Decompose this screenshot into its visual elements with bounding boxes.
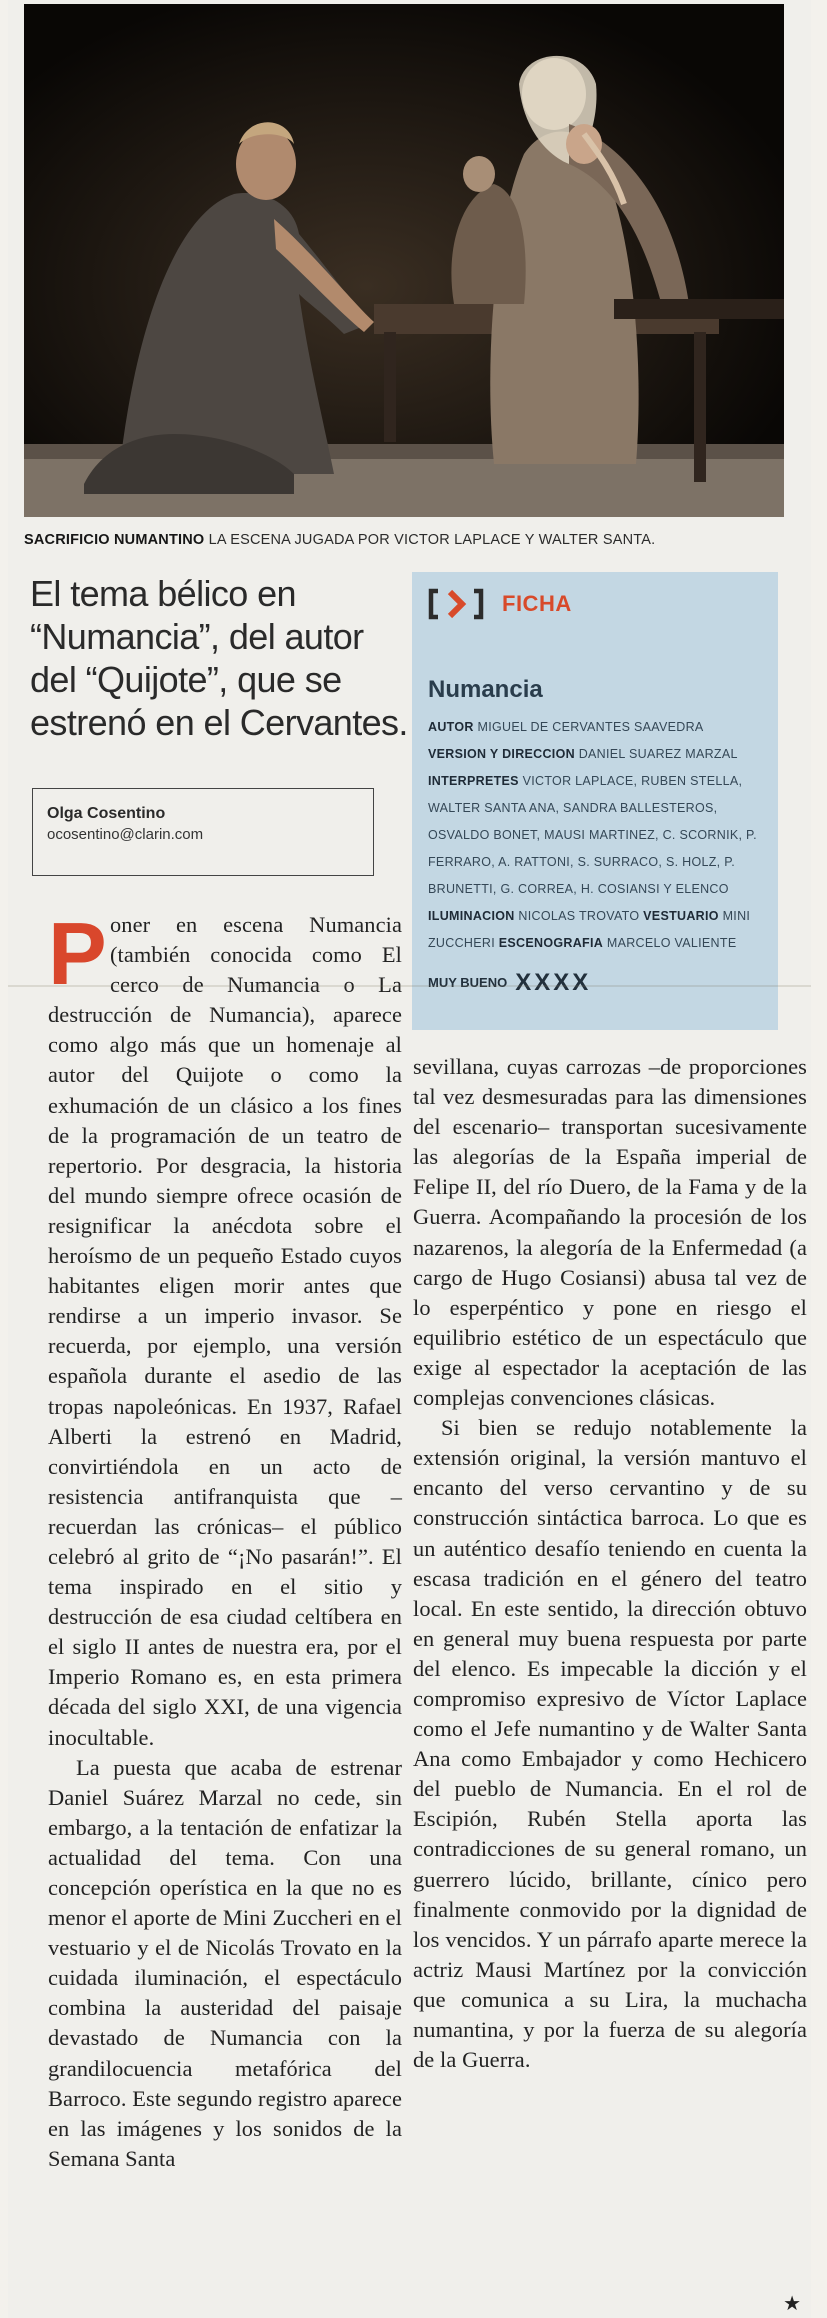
article-paragraph [48,904,402,1753]
credit-role: VESTUARIO [643,909,719,923]
article-paragraph: sevillana, cuyas carrozas –de proporciones tal vez desmesuradas para las dimensiones del escenario– transportan sucesivamente las alegorías de la España imperial de Felipe II, del río Duero, de la Fama y de la Guerra. Acompañando la procesión de los nazarenos, la alegoría de la Enfermedad (a cargo de Hugo Cosiansi) abusa tal vez de lo esperpéntico y pone en riesgo el equilibrio estético de un espectáculo que exige al espectador la aceptación de las complejas convenciones clásicas. [413,1054,807,1411]
end-mark: ★ [783,2293,801,2315]
article-paragraph: Si bien se redujo notablemente la extensión original, la versión mantuvo el encanto del verso cervantino y de su construcción sintáctica barroca. Lo que es un auténtico desafío teniendo en cuenta la escasa tradición en el género del teatro local. En este sentido, la dirección obtuvo en general muy buena respuesta por parte del elenco. Es impecable la dicción y el compromiso expresivo de Víctor Laplace como el Jefe numantino y de Walter Santa Ana como Embajador y como Hechicero del pueblo de Numancia. En el rol de Escipión, Rubén Stella aporta las contradicciones de su general romano, un guerrero lúcido, brillante, cínico pero finalmente conmovido por la dignidad de los vencidos. Y un párrafo aparte merece la actriz Mausi Martínez por la convicción que comunica a su Lira, la muchacha numantina, y por la fuerza de su alegoría de la Guerra. [413,1415,807,2073]
photo-caption [24,532,794,548]
credit-names: MINI ZUCCHERI [428,909,751,950]
drop-cap: P [48,904,107,1003]
credit-names: MARCELO VALIENTE [606,936,737,950]
paragraph-text: oner en escena Numancia (también conocida como El cerco de Numancia o La destrucción de Numancia), aparece como algo más que un homenaje al autor del Quijote o como la exhumación de un clásico a los fines de la programación de un teatro de repertorio. Por desgracia, la historia del mundo siempre ofrece ocasión de resignificar la anécdota sobre el heroísmo de un pequeño Estado cuyos habitantes eligen morir antes que rendirse a un imperio invasor. Se recuerda, por ejemplo, una versión española durante el asedio de las tropas napoleónicas. En 1937, Rafael Alberti la estrenó en Madrid, convirtiéndola en un acto de resistencia antifranquista que –recuerdan las crónicas– el público celebró al grito de “¡No pasarán!”. El tema inspirado en el sitio y destrucción de esa ciudad celtíbera en el siglo II antes de nuestra era, por el Imperio Romano es, en esta primera década del siglo XXI, de una vigencia inocultable. [48,912,402,1750]
credit-role: AUTOR [428,720,474,734]
credit-role: ESCENOGRAFIA [498,936,604,950]
paper-fold [8,985,811,987]
newspaper-page [8,0,811,2318]
credit-names: DANIEL SUAREZ MARZAL [578,747,738,761]
headline: El tema bélico en “Numancia”, del autor del “Quijote”, que se estrenó en el Cervantes. [30,573,408,743]
rating-label: MUY BUENO [428,975,508,990]
caption-bold: SACRIFICIO NUMANTINO [24,532,205,548]
stage-photo-illustration [24,4,784,517]
stage-photo [24,4,784,517]
credit-role: INTERPRETES [428,774,519,788]
ficha-header [428,586,762,622]
credit-names: NICOLAS TROVATO [518,909,640,923]
caption-text: LA ESCENA JUGADA POR VICTOR LAPLACE Y WALTER SANTA. [204,532,656,548]
byline-box [32,788,374,876]
credit-names: MIGUEL DE CERVANTES SAAVEDRA [477,720,703,734]
credit-role: VERSION Y DIRECCION [428,747,575,761]
article-column-2 [413,1052,807,2075]
article-column-1 [48,904,402,2174]
byline-email[interactable]: ocosentino@clarin.com [47,826,204,843]
ficha-box [412,572,778,1030]
ficha-label: FICHA [502,591,572,616]
ficha-credits [428,714,762,957]
article-paragraph: La puesta que acaba de estrenar Daniel Suárez Marzal no cede, sin embargo, a la tentación de enfatizar la actualidad del tema. Con una concepción operística en la que no es menor el aporte de Mini Zuccheri en el vestuario y el de Nicolás Trovato en la cuidada iluminación, el espectáculo combina la austeridad del paisaje devastado de Numancia con la grandilocuencia metafórica del Barroco. Este segundo registro aparece en las imágenes y los sonidos de la Semana Santa [48,1754,402,2171]
rating-stars: XXXX [515,969,592,996]
rating [428,969,762,997]
byline-author: Olga Cosentino [47,805,166,822]
ficha-title: Numancia [428,676,543,703]
credit-role: ILUMINACION [428,909,515,923]
credit-names: VICTOR LAPLACE, RUBEN STELLA, WALTER SANTA ANA, SANDRA BALLESTEROS, OSVALDO BONET, MAUSI MARTINEZ, C. SCORNIK, P. FERRARO, A. RATTONI, S. SURRACO, S. HOLZ, P. BRUNETTI, G. CORREA, H. COSIANSI Y ELENCO [428,774,757,896]
ficha-bracket-icon [428,588,486,620]
